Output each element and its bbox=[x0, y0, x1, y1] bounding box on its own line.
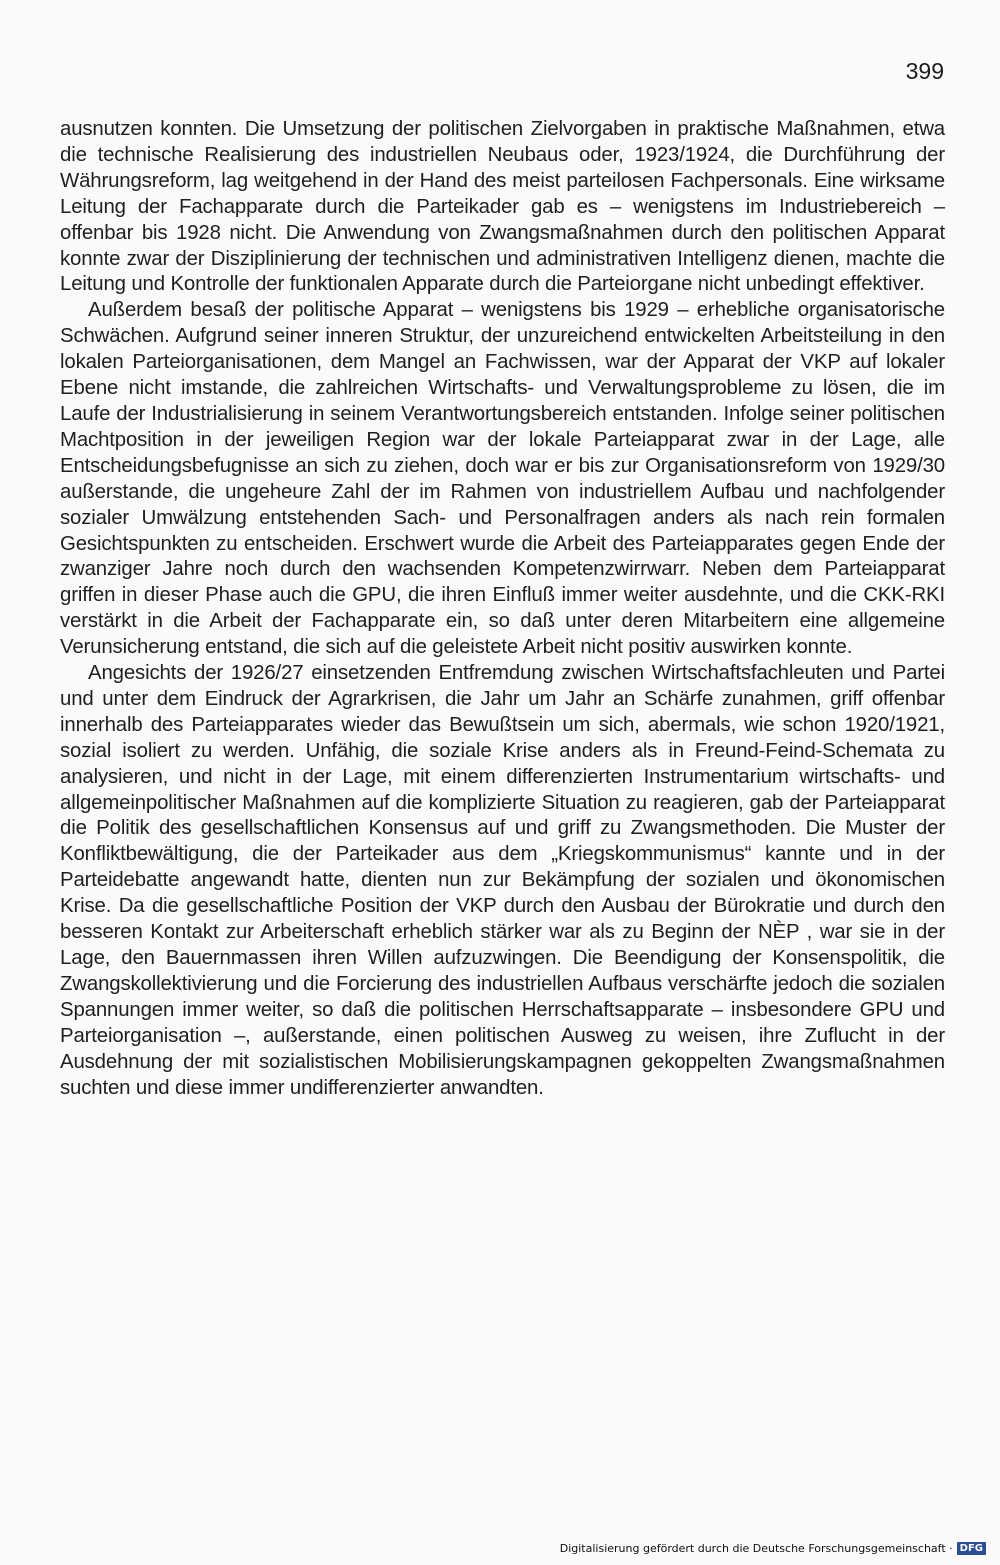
footer-text: Digitalisierung gefördert durch die Deutsche Forschungsgemeinschaft · bbox=[559, 1542, 953, 1555]
body-text bbox=[60, 117, 945, 1101]
page-number: 399 bbox=[905, 58, 944, 84]
paragraph: ausnutzen konnten. Die Umsetzung der politischen Zielvorgaben in praktische Maßnahmen, etwa die technische Realisierung des industriellen Neubaus oder, 1923/1924, die Durchführung der Währungsreform, lag weitgehend in der Hand des meist parteilosen Fachpersonals. Eine wirksame Leitung der Fachapparate durch die Parteikader gab es – wenigstens im Industriebereich – offenbar bis 1928 nicht. Die Anwendung von Zwangsmaßnahmen durch den politischen Apparat konnte zwar der Disziplinierung der technischen und administrativen Intelligenz dienen, machte die Leitung und Kontrolle der funktionalen Apparate durch die Parteiorgane nicht unbedingt effektiver. bbox=[60, 118, 945, 296]
paragraph: Außerdem besaß der politische Apparat – wenigstens bis 1929 – erhebliche organisatorische Schwächen. Aufgrund seiner inneren Struktur, der unzureichend entwickelten Arbeitsteilung in den lokalen Parteiorganisationen, dem Mangel an Fachwissen, war der Apparat der VKP auf lokaler Ebene nicht imstande, die zahlreichen Wirtschafts- und Verwaltungsprobleme zu lösen, die im Laufe der Industrialisierung in seinem Verantwortungsbereich entstanden. Infolge seiner politischen Machtposition in der jeweiligen Region war der lokale Parteiapparat zwar in der Lage, alle Entscheidungsbefugnisse an sich zu ziehen, doch war er bis zur Organisationsreform von 1929/30 außerstande, die ungeheure Zahl der im Rahmen von industriellem Aufbau und nachfolgender sozialer Umwälzung entstehenden Sach- und Personalfragen anders als nach rein formalen Gesichtspunkten zu entscheiden. Erschwert wurde die Arbeit des Parteiapparates gegen Ende der zwanziger Jahre noch durch den wachsenden Kompetenzwirrwarr. Neben dem Parteiapparat griffen in dieser Phase auch die GPU, die ihren Einfluß immer weiter ausdehnte, und die CKK-RKI verstärkt in die Arbeit der Fachapparate ein, so daß unter deren Mitarbeitern eine allgemeine Verunsicherung entstand, die sich auf die geleistete Arbeit nicht positiv auswirken konnte. bbox=[60, 299, 945, 659]
paragraph: Angesichts der 1926/27 einsetzenden Entfremdung zwischen Wirtschaftsfachleuten und Partei und unter dem Eindruck der Agrarkrisen, die Jahr um Jahr an Schärfe zunahmen, griff offenbar innerhalb des Parteiapparates wieder das Bewußtsein um sich, abermals, wie schon 1920/1921, sozial isoliert zu werden. Unfähig, die soziale Krise anders als in Freund-Feind-Schemata zu analysieren, und nicht in der Lage, mit einem differenzierten Instrumentarium wirtschafts- und allgemeinpolitischer Maßnahmen auf die komplizierte Situation zu reagieren, gab der Parteiapparat die Politik des gesellschaftlichen Konsensus auf und griff zu Zwangsmethoden. Die Muster der Konfliktbewältigung, die der Parteikader aus dem „Kriegskommunismus“ kannte und in der Parteidebatte angewandt hatte, dienten nun zur Bekämpfung der sozialen und ökonomischen Krise. Da die gesellschaftliche Position der VKP durch den Ausbau der Bürokratie und durch den besseren Kontakt zur Arbeiterschaft erheblich stärker war als zu Beginn der NÈP , war sie in der Lage, den Bauernmassen ihren Willen aufzuzwingen. Die Beendigung der Konsenspolitik, die Zwangskollektivierung und die Forcierung des industriellen Aufbaus verschärfte jedoch die sozialen Spannungen immer weiter, so daß die politischen Herrschaftsapparate – insbesondere GPU und Parteiorganisation –, außerstande, einen politischen Ausweg zu weisen, ihre Zuflucht in der Ausdehnung der mit sozialistischen Mobilisierungskampagnen gekoppelten Zwangsmaßnahmen suchten und diese immer undifferenzierter anwandten. bbox=[60, 662, 945, 1099]
digitization-footer bbox=[560, 1542, 986, 1555]
dfg-logo: DFG bbox=[957, 1542, 986, 1555]
